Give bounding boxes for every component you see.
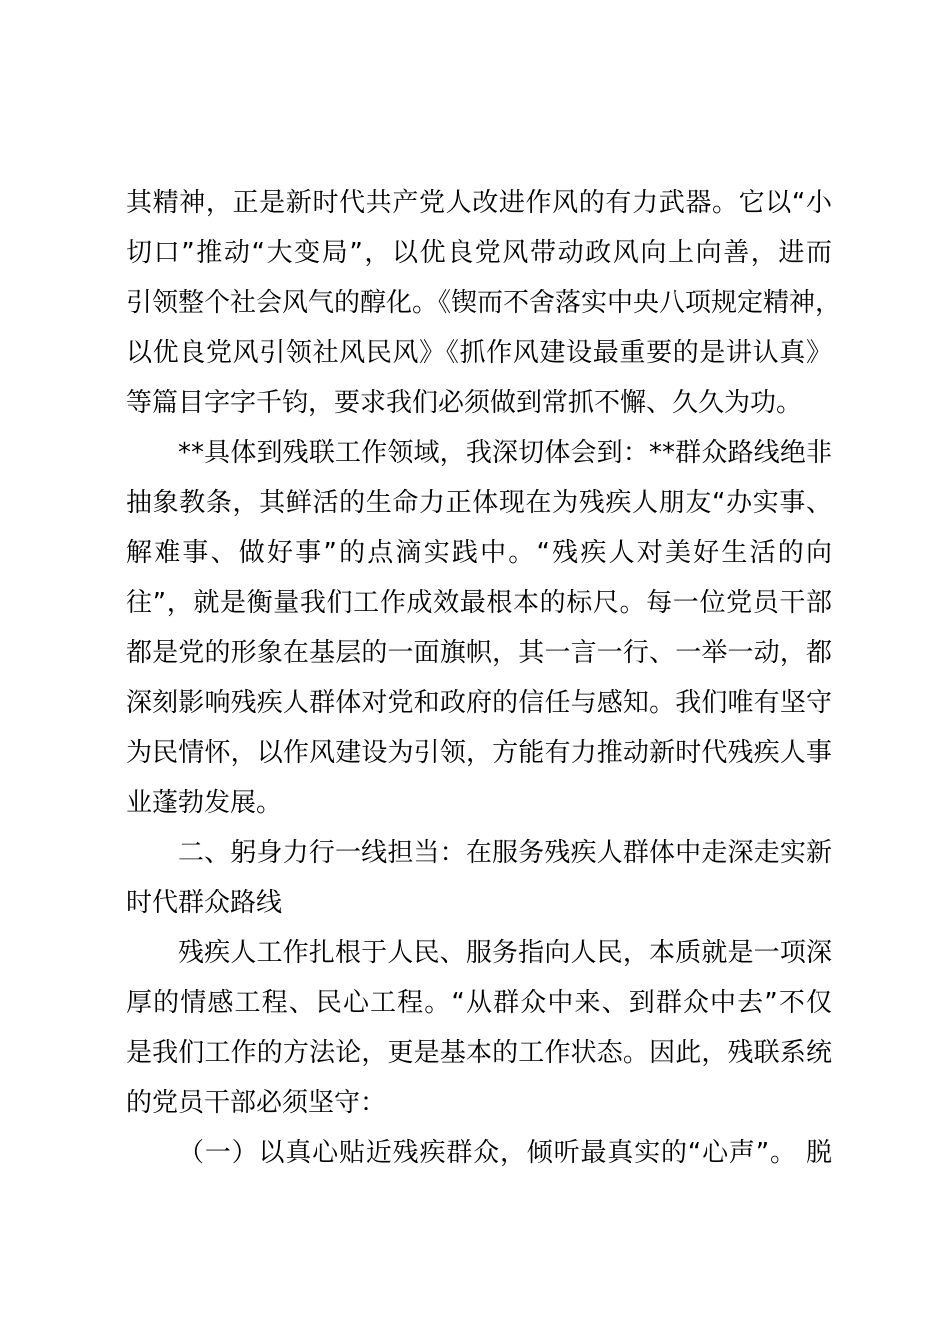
text-line: 二、躬身力行一线担当：在服务残疾人群体中走深走实新 — [178, 838, 832, 868]
text-line: （一）以真心贴近残疾群众，倾听最真实的“心声”。 脱 — [178, 1138, 832, 1168]
text-line: 抽象教条，其鲜活的生命力正体现在为残疾人朋友“办实事、 — [126, 488, 832, 518]
paragraph-3 — [126, 928, 832, 1128]
text-line: 往”，就是衡量我们工作成效最根本的标尺。每一位党员干部 — [126, 588, 832, 618]
text-line: 切口”推动“大变局”，以优良党风带动政风向上向善，进而 — [126, 238, 832, 268]
text-line: 以优良党风引领社风民风》《抓作风建设最重要的是讲认真》 — [126, 338, 832, 368]
text-line: 的党员干部必须坚守： — [126, 1088, 387, 1118]
document-body — [126, 178, 842, 1178]
text-line: 其精神，正是新时代共产党人改进作风的有力武器。它以“小 — [126, 188, 832, 218]
text-line: 引领整个社会风气的醇化。《锲而不舍落实中央八项规定精神， — [126, 288, 842, 318]
paragraph-2 — [126, 428, 832, 828]
text-line: 时代群众路线 — [126, 888, 283, 918]
subsection-heading — [126, 1128, 832, 1178]
text-line: 厚的情感工程、民心工程。“从群众中来、到群众中去”不仅 — [126, 988, 832, 1018]
text-line: 解难事、做好事”的点滴实践中。“残疾人对美好生活的向 — [126, 538, 832, 568]
text-line: **具体到残联工作领域，我深切体会到：**群众路线绝非 — [178, 438, 832, 468]
text-line: 深刻影响残疾人群体对党和政府的信任与感知。我们唯有坚守 — [126, 688, 832, 718]
text-line: 是我们工作的方法论，更是基本的工作状态。因此，残联系统 — [126, 1038, 832, 1068]
section-heading — [126, 828, 832, 928]
text-line: 为民情怀，以作风建设为引领，方能有力推动新时代残疾人事 — [126, 738, 832, 768]
text-line: 业蓬勃发展。 — [126, 788, 283, 818]
text-line: 残疾人工作扎根于人民、服务指向人民，本质就是一项深 — [178, 938, 832, 968]
text-line: 等篇目字字千钧，要求我们必须做到常抓不懈、久久为功。 — [126, 388, 803, 418]
paragraph-1 — [126, 178, 842, 428]
text-line: 都是党的形象在基层的一面旗帜，其一言一行、一举一动，都 — [126, 638, 832, 668]
